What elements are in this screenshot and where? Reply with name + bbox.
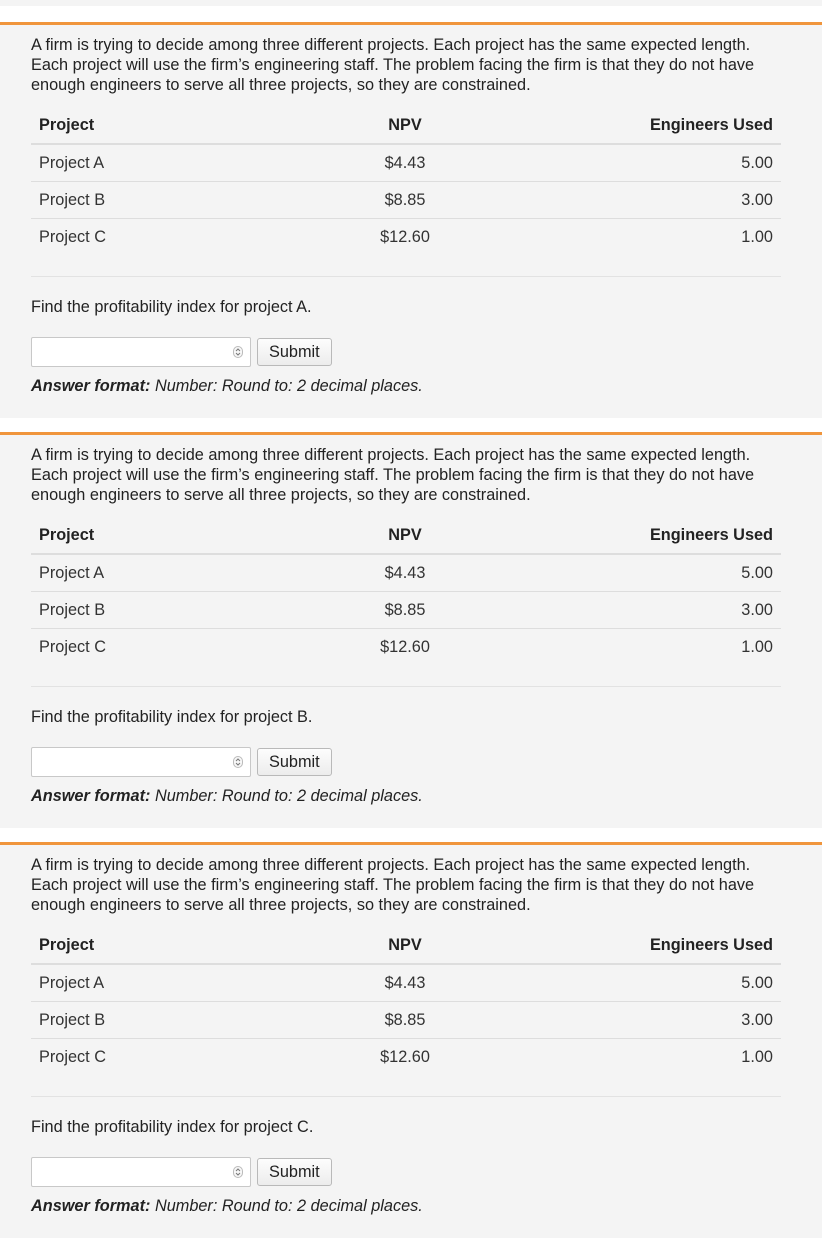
engineers-cell: 3.00 xyxy=(523,592,781,629)
projects-table xyxy=(31,927,781,1075)
table-row xyxy=(31,1002,781,1039)
number-spinner-icon[interactable] xyxy=(233,1166,243,1178)
engineers-cell: 5.00 xyxy=(741,563,773,582)
column-header-engineers: Engineers Used xyxy=(523,927,781,964)
project-name-cell: Project B xyxy=(31,182,287,219)
npv-cell: $12.60 xyxy=(287,629,523,666)
answer-input-wrapper xyxy=(31,747,251,777)
submit-button[interactable]: Submit xyxy=(257,748,332,776)
engineers-cell: 3.00 xyxy=(523,182,781,219)
question-panel-3 xyxy=(0,842,822,1238)
engineers-cell: 5.00 xyxy=(741,153,773,172)
engineers-cell: 5.00 xyxy=(741,973,773,992)
npv-cell: $8.85 xyxy=(287,1002,523,1039)
divider xyxy=(31,1096,781,1097)
table-header-row xyxy=(31,517,781,554)
engineers-cell: 1.00 xyxy=(523,1039,781,1076)
answer-format-text: Number: Round to: 2 decimal places. xyxy=(150,1197,423,1215)
answer-format-text: Number: Round to: 2 decimal places. xyxy=(150,787,423,805)
answer-row xyxy=(31,337,781,367)
number-spinner-icon[interactable] xyxy=(233,346,243,358)
answer-format-text: Number: Round to: 2 decimal places. xyxy=(150,377,423,395)
engineers-cell: 3.00 xyxy=(523,1002,781,1039)
npv-cell: $4.43 xyxy=(384,153,426,172)
section-gap xyxy=(0,6,822,22)
project-name-cell: Project B xyxy=(31,1002,287,1039)
answer-format xyxy=(31,787,781,806)
answer-input[interactable] xyxy=(36,339,230,367)
npv-cell: $12.60 xyxy=(287,219,523,256)
table-row xyxy=(31,182,781,219)
column-header-npv: NPV xyxy=(287,107,523,144)
engineers-cell: 1.00 xyxy=(523,219,781,256)
column-header-npv: NPV xyxy=(287,927,523,964)
project-name-cell: Project A xyxy=(39,563,105,582)
answer-row xyxy=(31,747,781,777)
column-header-project: Project xyxy=(31,107,287,144)
column-header-project: Project xyxy=(31,517,287,554)
section-gap xyxy=(0,828,822,842)
question-prompt: A firm is trying to decide among three different projects. Each project has the same expected length. Each project will use the firm’s engineering staff. The problem facing the firm is that they do not have enough engineers to serve all three projects, so they are constrained. xyxy=(31,856,755,914)
question-prompt: A firm is trying to decide among three different projects. Each project has the same expected length. Each project will use the firm’s engineering staff. The problem facing the firm is that they do not have enough engineers to serve all three projects, so they are constrained. xyxy=(31,446,755,504)
number-spinner-icon[interactable] xyxy=(233,756,243,768)
table-row xyxy=(31,964,781,1002)
divider xyxy=(31,686,781,687)
answer-input[interactable] xyxy=(36,1159,230,1187)
project-name-cell: Project B xyxy=(31,592,287,629)
project-name-cell: Project C xyxy=(31,1039,287,1076)
answer-input-wrapper xyxy=(31,337,251,367)
npv-cell: $8.85 xyxy=(287,182,523,219)
table-row xyxy=(31,554,781,592)
answer-row xyxy=(31,1157,781,1187)
question-prompt: A firm is trying to decide among three different projects. Each project has the same expected length. Each project will use the firm’s engineering staff. The problem facing the firm is that they do not have enough engineers to serve all three projects, so they are constrained. xyxy=(31,36,755,94)
answer-input[interactable] xyxy=(36,749,230,777)
submit-button[interactable]: Submit xyxy=(257,1158,332,1186)
table-header-row xyxy=(31,927,781,964)
column-header-project: Project xyxy=(31,927,287,964)
answer-format xyxy=(31,1197,781,1216)
question-ask: Find the profitability index for project A. xyxy=(31,298,312,316)
section-gap xyxy=(0,418,822,432)
submit-button[interactable]: Submit xyxy=(257,338,332,366)
project-name-cell: Project A xyxy=(39,973,105,992)
column-header-engineers: Engineers Used xyxy=(523,107,781,144)
answer-format-label: Answer format: xyxy=(31,377,151,395)
answer-format-label: Answer format: xyxy=(31,787,151,805)
answer-input-wrapper xyxy=(31,1157,251,1187)
answer-format-label: Answer format: xyxy=(31,1197,151,1215)
column-header-npv: NPV xyxy=(287,517,523,554)
question-panel-2 xyxy=(0,432,822,828)
question-panel-1 xyxy=(0,22,822,418)
project-name-cell: Project A xyxy=(39,153,105,172)
divider xyxy=(31,276,781,277)
table-header-row xyxy=(31,107,781,144)
table-row xyxy=(31,144,781,182)
projects-table xyxy=(31,107,781,255)
table-row xyxy=(31,219,781,256)
npv-cell: $12.60 xyxy=(287,1039,523,1076)
npv-cell: $4.43 xyxy=(384,973,426,992)
column-header-engineers: Engineers Used xyxy=(523,517,781,554)
question-ask: Find the profitability index for project C. xyxy=(31,1118,314,1136)
project-name-cell: Project C xyxy=(31,629,287,666)
project-name-cell: Project C xyxy=(31,219,287,256)
engineers-cell: 1.00 xyxy=(523,629,781,666)
npv-cell: $4.43 xyxy=(384,563,426,582)
question-ask: Find the profitability index for project B. xyxy=(31,708,313,726)
table-row xyxy=(31,629,781,666)
projects-table xyxy=(31,517,781,665)
table-row xyxy=(31,1039,781,1076)
npv-cell: $8.85 xyxy=(287,592,523,629)
table-row xyxy=(31,592,781,629)
answer-format xyxy=(31,377,781,396)
